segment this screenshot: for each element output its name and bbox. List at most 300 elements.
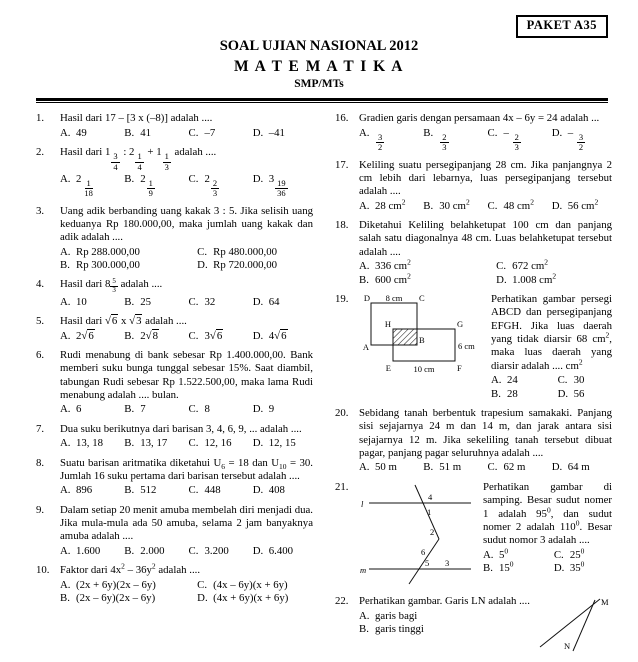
question-text: Perhatikan gambar di samping. Besar sudut nomer 1 adalah $95^0$, dan sudut nomer 2 adalah $110^0$. Besar sudut nomor 3 adalah ....	[483, 480, 613, 547]
option-label: C.	[487, 126, 498, 139]
question-body	[60, 504, 313, 559]
superscript: 0	[546, 504, 551, 514]
fraction	[376, 133, 384, 153]
option	[197, 259, 313, 272]
option-label: D.	[557, 387, 569, 400]
question-number: 9.	[36, 503, 45, 516]
option-value: –7	[204, 126, 216, 139]
option-label: B.	[124, 126, 135, 139]
radical-icon: √	[274, 329, 281, 342]
option-label: A.	[491, 374, 502, 387]
option-label: D.	[551, 461, 563, 474]
radical-icon: √	[129, 315, 136, 328]
option-value: 51 m	[439, 461, 462, 474]
question-text: Hasil dari 8 $^{\frac{5}{3}}$ adalah ....	[60, 277, 163, 295]
question	[36, 423, 313, 451]
option	[197, 246, 313, 259]
option-label: C.	[188, 437, 199, 450]
option	[60, 403, 120, 416]
option-label: A.	[483, 548, 494, 561]
option-value: 2√8	[140, 329, 158, 342]
question	[36, 349, 313, 417]
option-label: B.	[483, 562, 493, 574]
option	[189, 173, 249, 199]
question-number: 6.	[36, 348, 45, 361]
option-label: C.	[188, 403, 199, 416]
fraction	[577, 133, 585, 153]
superscript: 0	[509, 559, 514, 569]
option-value: 336 $cm^2$	[375, 257, 411, 273]
option-label: B.	[423, 461, 434, 474]
mixed-number: 2 $\frac{1}{4}$	[129, 146, 142, 172]
superscript: 2	[407, 257, 411, 267]
square-root	[146, 329, 159, 342]
option-label: A.	[359, 461, 370, 474]
superscript: 2	[594, 197, 599, 207]
option-label: C.	[197, 578, 208, 591]
option	[189, 296, 249, 309]
option-label: B.	[423, 199, 434, 212]
question	[335, 293, 612, 401]
question-number: 16.	[335, 112, 349, 125]
square-root	[210, 329, 223, 342]
line-ln	[573, 600, 595, 651]
mixed-number: 1 $\frac{3}{4}$	[104, 146, 118, 172]
option	[423, 127, 483, 153]
option-label: D.	[551, 199, 563, 212]
option-value: 48 $cm^2$	[503, 197, 534, 212]
option-value: $35^0$	[569, 559, 585, 574]
label-point-g: G	[457, 318, 464, 329]
question-text: Perhatikan gambar. Garis LN adalah ....	[359, 595, 530, 608]
question-text: Gradien garis dengan persamaan 4x – 6y = 24 adalah ...	[359, 112, 600, 125]
figure-triangle-line-ln	[540, 595, 612, 651]
question-body	[359, 407, 612, 475]
question	[36, 146, 313, 198]
option-value: Rp 300.000,00	[76, 259, 140, 272]
figure-angle-lines	[359, 481, 477, 585]
option	[359, 197, 419, 213]
option	[423, 461, 483, 474]
option-value: (4x – 6y)(x + 6y)	[213, 578, 288, 591]
label-angle-3: 3	[445, 557, 450, 568]
question	[36, 457, 313, 498]
figure-text-column	[483, 481, 612, 576]
option	[551, 197, 612, 213]
figure-row	[359, 481, 612, 589]
options	[359, 257, 612, 287]
option-label: D.	[551, 126, 563, 139]
option-label: B.	[124, 437, 135, 450]
option	[488, 127, 548, 153]
fraction-denominator: 2	[578, 142, 584, 153]
option-label: B.	[124, 295, 135, 308]
question-columns	[0, 103, 638, 661]
option-value: garis bagi	[375, 609, 418, 622]
label-angle-6: 6	[421, 546, 426, 557]
label-point-a: A	[362, 341, 369, 352]
option	[189, 127, 249, 140]
option-label: C.	[487, 461, 498, 474]
figure-text-column	[491, 293, 612, 401]
option	[60, 127, 120, 140]
figure-text-column	[359, 595, 534, 636]
option-value: 4√6	[268, 329, 287, 342]
option-value: 28	[507, 387, 518, 400]
fraction-numerator: 3	[113, 151, 118, 162]
label-angle-5: 5	[425, 557, 430, 568]
fraction-numerator: 5	[112, 277, 116, 286]
fraction-numerator: 19	[277, 177, 286, 188]
option	[124, 127, 184, 140]
options	[60, 330, 313, 343]
question	[36, 278, 313, 309]
option-value: –41	[268, 126, 285, 139]
fraction-denominator: 3	[212, 188, 218, 199]
option-label: B.	[124, 544, 135, 557]
option	[553, 559, 612, 575]
option	[253, 403, 313, 416]
option-label: D.	[252, 544, 264, 557]
option	[60, 437, 120, 450]
radicand: 6	[111, 315, 118, 328]
question-body	[359, 293, 612, 401]
option	[60, 330, 120, 343]
option-label: C.	[496, 260, 507, 273]
option	[253, 296, 313, 309]
superscript: 2	[151, 561, 156, 571]
square-root	[81, 329, 94, 342]
question-number: 7.	[36, 422, 45, 435]
option-value: 25	[140, 295, 152, 308]
question-text: Uang adik berbanding uang kakak 3 : 5. Jika selisih uang keduanya Rp 180.000,00, maka jumlah uang kakak dan adik adalah ....	[60, 204, 313, 244]
option-value: Rp 720.000,00	[213, 259, 278, 272]
question	[36, 315, 313, 343]
fraction-denominator: 4	[137, 161, 142, 172]
option	[483, 559, 550, 575]
fraction-denominator: 2	[378, 142, 383, 153]
option-label: B.	[124, 172, 135, 185]
option-value: $15^0$	[499, 559, 514, 574]
shaded-overlap-region	[393, 329, 417, 345]
question-body	[60, 423, 313, 451]
fraction	[110, 278, 118, 294]
fraction	[163, 152, 171, 172]
square-root	[274, 329, 287, 342]
fraction-numerator: 1	[137, 151, 142, 162]
question-body	[60, 315, 313, 343]
label-line-m: m	[360, 564, 367, 575]
option	[253, 330, 313, 343]
option-label: B.	[124, 484, 135, 497]
question-body	[60, 561, 313, 605]
question	[335, 112, 612, 152]
fraction	[275, 179, 288, 199]
fraction-numerator: 1	[86, 177, 91, 188]
option	[359, 257, 492, 273]
fraction-denominator: 3	[514, 142, 519, 153]
fraction	[82, 179, 95, 199]
fraction-numerator: 1	[148, 177, 153, 188]
option-value: Rp 288.000,00	[76, 245, 140, 258]
option	[189, 403, 249, 416]
fraction	[135, 152, 143, 172]
exam-level: SMP/MTs	[294, 78, 344, 91]
option	[359, 127, 419, 153]
left-column	[36, 112, 313, 611]
option	[491, 388, 554, 401]
figure-square-and-rectangle	[359, 293, 485, 385]
right-column	[335, 112, 612, 661]
radicand: 6	[281, 329, 287, 342]
options	[60, 127, 313, 140]
square-root	[129, 314, 142, 327]
question-number: 8.	[36, 456, 45, 469]
option-label: D.	[553, 562, 565, 574]
radicand: 6	[88, 329, 94, 342]
question	[335, 481, 612, 589]
option-value: 6	[76, 403, 82, 416]
question-text: Hasil dari 17 – [3 x (–8)] adalah ....	[60, 112, 213, 125]
fraction	[440, 133, 448, 153]
fraction	[147, 179, 155, 199]
question-body	[359, 481, 612, 589]
option-label: B.	[60, 591, 70, 604]
question-body	[60, 457, 313, 498]
option-value: $25^0$	[569, 546, 585, 561]
mixed-number: 3 $\frac{19}{36}$	[268, 172, 286, 199]
superscript: 2	[121, 561, 125, 571]
label-6cm: 6 cm	[458, 340, 475, 351]
fraction-denominator: 3	[112, 286, 116, 295]
option	[60, 246, 193, 259]
option-label: C.	[188, 484, 199, 497]
superscript: 0	[580, 559, 585, 569]
option	[124, 437, 184, 450]
option	[253, 545, 313, 558]
label-point-b: B	[419, 334, 425, 345]
option-value: 6.400	[268, 544, 294, 557]
options	[359, 610, 534, 637]
option-value: 30 $cm^2$	[439, 197, 470, 212]
option-label: C.	[197, 245, 208, 258]
options	[359, 461, 612, 474]
question-text: Diketahui Keliling belahketupat 100 cm dan panjang salah satu diagonalnya 48 cm. Luas belahketupat tersebut adalah ....	[359, 219, 612, 258]
option-value: 448	[204, 484, 221, 497]
option-label: D.	[252, 329, 264, 342]
label-angle-2: 2	[430, 526, 435, 537]
exam-title: SOAL UJIAN NASIONAL 2012	[219, 38, 419, 54]
option	[359, 623, 534, 636]
option-value	[204, 172, 221, 199]
label-point-d: D	[363, 292, 370, 303]
superscript: 2	[605, 330, 610, 340]
question-number: 22.	[335, 595, 349, 608]
option	[483, 546, 550, 562]
question-number: 1.	[36, 112, 45, 125]
option-value: 56 $cm^2$	[567, 197, 599, 212]
fraction-denominator: 3	[164, 161, 169, 172]
question-text: Suatu barisan aritmatika diketahui $U_6 = 18$ dan $U_{10} = 30$. Jumlah 16 suku pertama dari barisan tersebut adalah ....	[60, 456, 314, 482]
option-value	[439, 127, 449, 153]
option	[124, 403, 184, 416]
radicand: 6	[216, 329, 223, 342]
mixed-number: 1 $\frac{1}{3}$	[156, 146, 169, 172]
options	[483, 546, 612, 576]
transversal-lower	[409, 539, 439, 584]
label-point-e: E	[385, 362, 391, 373]
label-point-m: M	[601, 597, 609, 608]
option-value: garis tinggi	[375, 622, 424, 635]
radical-icon: √	[104, 315, 111, 328]
question-number: 4.	[36, 278, 45, 291]
label-point-h: H	[384, 318, 391, 329]
option-label: D.	[252, 172, 264, 185]
superscript: 0	[504, 546, 509, 556]
question	[335, 159, 612, 214]
superscript: 2	[544, 257, 549, 267]
option	[197, 579, 313, 592]
option	[488, 461, 548, 474]
question-text: Perhatikan gambar persegi ABCD dan persegipanjang EFGH. Jika luas daerah yang tidak diarsir 68 $cm^2$, maka luas daerah yang diarsir adalah .... $cm^2$	[491, 292, 612, 372]
subscript: 6	[221, 461, 226, 471]
option-value: 64 m	[567, 461, 590, 474]
exam-header	[0, 0, 638, 91]
question	[36, 205, 313, 273]
square-root	[105, 314, 118, 327]
mixed-number: 2 $\frac{2}{3}$	[204, 172, 218, 199]
question-text: Keliling suatu persegipanjang 28 cm. Jika panjangnya 2 cm lebih dari lebarnya, luas persegipanjang tersebut adalah ....	[359, 158, 612, 198]
option-value: Rp 480.000,00	[213, 245, 278, 258]
question-number: 19.	[335, 292, 349, 305]
option-value: 8	[204, 403, 210, 416]
mixed-number: 2 $\frac{1}{9}$	[140, 172, 153, 199]
option-label: C.	[188, 126, 199, 139]
label-point-c: C	[419, 292, 425, 303]
option-label: D.	[197, 591, 208, 604]
option-value	[268, 172, 289, 199]
question-text: Dua suku berikutnya dari barisan 3, 4, 6, 9, ... adalah ....	[60, 422, 302, 435]
options	[60, 437, 313, 450]
option	[60, 173, 120, 199]
option-value: 50 m	[375, 461, 397, 474]
option-value: 12, 15	[268, 437, 296, 450]
option-value: 512	[140, 484, 157, 497]
option-label: A.	[60, 437, 71, 450]
option	[253, 173, 313, 199]
option	[124, 484, 184, 497]
question-text: Sebidang tanah berbentuk trapesium samakaki. Panjang sisi sejajarnya 24 m dan 14 m, dan jarak antara sisi sejajarnya 12 m. Jika sekeliling tanah tersebut dibuat pagar, panjang pagar seluruhnya adalah ....	[359, 406, 612, 459]
option	[552, 127, 612, 153]
option-label: A.	[60, 126, 71, 139]
option	[60, 259, 193, 272]
option-label: A.	[60, 484, 71, 497]
fraction-numerator: 2	[442, 131, 447, 142]
option-value: (4x + 6y)(x + 6y)	[213, 591, 289, 604]
option-value: 408	[268, 484, 285, 497]
fraction-numerator: 2	[212, 177, 218, 188]
radicand: 3	[136, 315, 142, 328]
option-label: A.	[60, 329, 71, 342]
superscript: 2	[407, 270, 411, 280]
option-label: C.	[487, 199, 498, 212]
option-value: 672 $cm^2$	[512, 257, 549, 273]
option-value: 2.000	[140, 544, 165, 557]
line-to-m	[540, 599, 600, 647]
label-point-f: F	[457, 362, 462, 373]
question-text: Hasil dari 1 $\frac{3}{4}$ : 2 $\frac{1}{4}$ + 1 $\frac{1}{3}$ adalah ....	[60, 146, 217, 172]
option-label: B.	[124, 329, 135, 342]
option-label: D.	[252, 437, 264, 450]
option-value: – $\frac{3}{2}$	[567, 126, 584, 153]
question-text: Faktor dari $4x^2 - 36y^2$ adalah ....	[60, 561, 201, 577]
option-label: A.	[60, 245, 71, 258]
option	[487, 197, 548, 213]
option	[197, 592, 313, 605]
radicand: 8	[152, 329, 158, 342]
question-number: 3.	[36, 204, 45, 217]
figure-row	[359, 293, 612, 401]
question-body	[60, 146, 313, 198]
fraction-numerator: 2	[514, 131, 519, 142]
option-label: B.	[423, 126, 434, 139]
question-number: 5.	[36, 315, 45, 328]
question	[36, 112, 313, 140]
options	[60, 403, 313, 416]
option-value: (2x – 6y)(2x – 6y)	[76, 591, 156, 604]
option-label: A.	[60, 544, 71, 557]
option	[423, 197, 483, 213]
question-number: 2.	[36, 146, 45, 159]
label-10cm: 10 cm	[413, 363, 435, 374]
question-body	[60, 349, 313, 417]
option-label: D.	[197, 259, 208, 272]
label-angle-1: 1	[427, 506, 432, 517]
question	[36, 504, 313, 559]
options	[60, 246, 313, 273]
option-value: 1.008 $cm^2$	[512, 270, 557, 286]
option-value: 49	[76, 126, 87, 139]
option-label: C.	[188, 329, 199, 342]
question-body	[359, 595, 612, 655]
question	[36, 561, 313, 605]
option-label: D.	[496, 273, 507, 286]
option-value: – $\frac{2}{3}$	[503, 126, 519, 153]
radical-icon: √	[209, 329, 216, 342]
question-body	[359, 112, 612, 152]
question-number: 18.	[335, 219, 349, 231]
superscript: 0	[580, 546, 585, 556]
superscript: 2	[530, 197, 534, 207]
option-value: 41	[140, 126, 152, 139]
option-value: 10	[76, 295, 87, 308]
option-value: 9	[268, 403, 275, 416]
option	[253, 127, 313, 140]
option-label: A.	[60, 295, 71, 308]
superscript: 2	[465, 197, 470, 207]
question-body	[60, 112, 313, 140]
option-label: D.	[252, 126, 264, 139]
option-value: 30	[573, 374, 585, 387]
fraction-numerator: 1	[164, 151, 169, 162]
options	[359, 127, 612, 153]
option-value	[76, 172, 96, 199]
question	[335, 219, 612, 287]
question	[335, 595, 612, 655]
fraction-denominator: 9	[148, 188, 153, 199]
superscript: 2	[578, 357, 583, 367]
option	[60, 592, 193, 605]
